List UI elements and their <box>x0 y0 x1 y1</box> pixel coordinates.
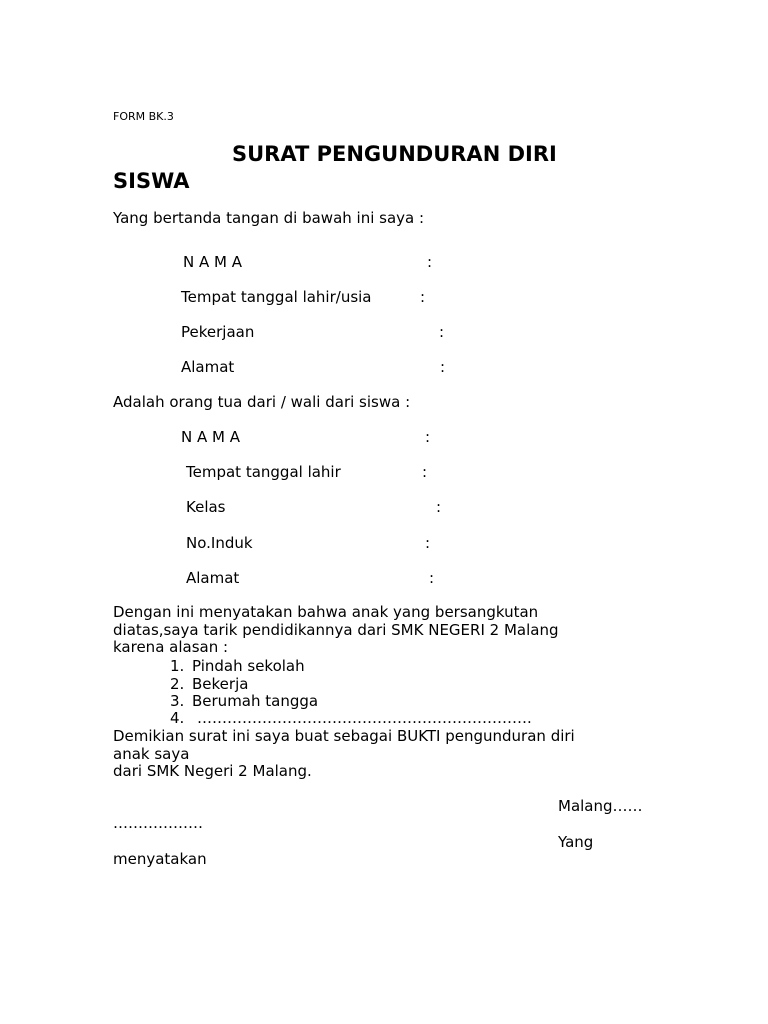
signer-birth-label: Tempat tanggal lahir/usia <box>181 288 372 306</box>
statement-line: karena alasan : <box>113 638 229 656</box>
reason-text: Bekerja <box>192 675 249 693</box>
closing-paragraph <box>113 728 653 781</box>
student-birth-label: Tempat tanggal lahir <box>186 463 341 481</box>
signer-job-colon: : <box>439 323 445 341</box>
form-code: FORM BK.3 <box>113 110 174 123</box>
signature-menyatakan: menyatakan <box>113 850 207 868</box>
student-class-label: Kelas <box>186 498 226 516</box>
reason-text: …………………………………………………………. <box>197 709 532 727</box>
signer-birth-colon: : <box>420 288 426 306</box>
signer-job-label: Pekerjaan <box>181 323 255 341</box>
reason-number: 2. <box>170 675 185 693</box>
statement-line: diatas,saya tarik pendidikannya dari SMK NEGERI 2 Malang <box>113 620 559 639</box>
guardian-intro-text: Adalah orang tua dari / wali dari siswa : <box>113 393 411 411</box>
reason-number: 1. <box>170 657 185 675</box>
reason-number: 3. <box>170 692 185 710</box>
student-name-label: N A M A <box>181 428 240 446</box>
student-address-label: Alamat <box>186 569 240 587</box>
document-title-line-1: SURAT PENGUNDURAN DIRI <box>232 142 557 166</box>
student-id-colon: : <box>425 534 431 552</box>
signer-name-label: N A M A <box>183 253 242 271</box>
document-title-line-2: SISWA <box>113 169 190 193</box>
closing-line: Demikian surat ini saya buat sebagai BUKTI pengunduran diri <box>113 727 575 745</box>
student-birth-colon: : <box>422 463 428 481</box>
reason-text: Berumah tangga <box>192 692 319 710</box>
student-address-colon: : <box>429 569 435 587</box>
signature-yang: Yang <box>558 833 594 851</box>
student-class-colon: : <box>436 498 442 516</box>
closing-line: anak saya <box>113 744 190 763</box>
statement-line: Dengan ini menyatakan bahwa anak yang bersangkutan <box>113 603 539 621</box>
reason-text: Pindah sekolah <box>192 657 305 675</box>
statement-paragraph <box>113 604 653 657</box>
date-dots: ……………… <box>113 814 203 832</box>
student-name-colon: : <box>425 428 431 446</box>
intro-text: Yang bertanda tangan di bawah ini saya : <box>113 209 425 227</box>
student-id-label: No.Induk <box>186 534 253 552</box>
closing-line: dari SMK Negeri 2 Malang. <box>113 762 312 780</box>
signer-address-label: Alamat <box>181 358 235 376</box>
signer-name-colon: : <box>427 253 433 271</box>
signer-address-colon: : <box>440 358 446 376</box>
place-date: Malang…… <box>558 797 643 815</box>
reason-number: 4. <box>170 709 185 727</box>
